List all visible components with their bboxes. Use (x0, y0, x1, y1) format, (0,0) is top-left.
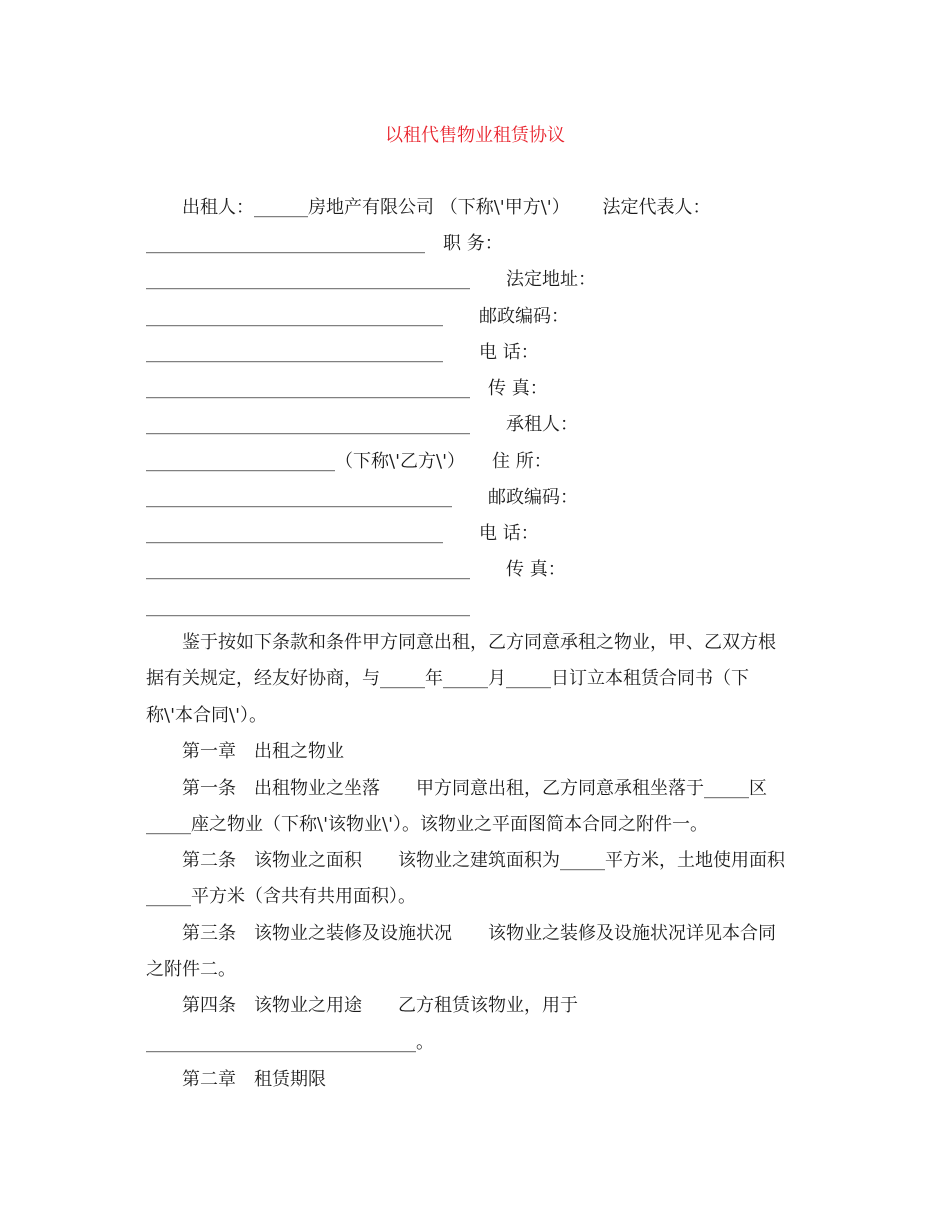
lessee-line: ____________________________________ 承租人： (146, 414, 578, 435)
preamble-line-1: 鉴于按如下条款和条件甲方同意出租，乙方同意承租之物业，甲、乙双方根 (182, 632, 776, 653)
lessee-postcode-line: __________________________________ 邮政编码： (146, 487, 578, 508)
chapter-2-heading: 第二章 租赁期限 (182, 1069, 326, 1090)
lessor-line: 出租人：______房地产有限公司 （下称\'甲方\'） 法定代表人： (182, 197, 711, 218)
lessee-fax-line: ____________________________________ 传 真： (146, 559, 566, 580)
phone-line: _________________________________ 电 话： (146, 342, 539, 363)
legal-address-line: ____________________________________ 法定地址： (146, 269, 596, 290)
lessee-phone-line: _________________________________ 电 话： (146, 523, 539, 544)
preamble-line-3: 称\'本合同\'）。 (146, 705, 268, 726)
article-4-line-2: ______________________________。 (146, 1032, 434, 1053)
position-line: _______________________________ 职 务： (146, 233, 503, 254)
lessee-name-line: _____________________（下称\'乙方\'） 住 所： (146, 451, 552, 472)
article-2-line-1: 第二条 该物业之面积 该物业之建筑面积为_____平方米，土地使用面积 (182, 850, 785, 871)
postcode-line: _________________________________ 邮政编码： (146, 306, 569, 327)
document-title: 以租代售物业租赁协议 (385, 125, 565, 146)
article-3-line-2: 之附件二。 (146, 959, 236, 980)
preamble-line-2: 据有关规定，经友好协商，与_____年_____月_____日订立本租赁合同书（下 (146, 668, 749, 689)
chapter-1-heading: 第一章 出租之物业 (182, 741, 344, 762)
article-3-line-1: 第三条 该物业之装修及设施状况 该物业之装修及设施状况详见本合同 (182, 923, 776, 944)
article-1-line-1: 第一条 出租物业之坐落 甲方同意出租，乙方同意承租坐落于_____区 (182, 778, 767, 799)
article-2-line-2: _____平方米（含共有共用面积）。 (146, 886, 416, 907)
blank-line: ____________________________________ (146, 596, 470, 617)
article-4-line-1: 第四条 该物业之用途 乙方租赁该物业，用于 (182, 995, 578, 1016)
fax-line: ____________________________________ 传 真： (146, 378, 548, 399)
article-1-line-2: _____座之物业（下称\'该物业\'）。该物业之平面图简本合同之附件一。 (146, 814, 709, 835)
